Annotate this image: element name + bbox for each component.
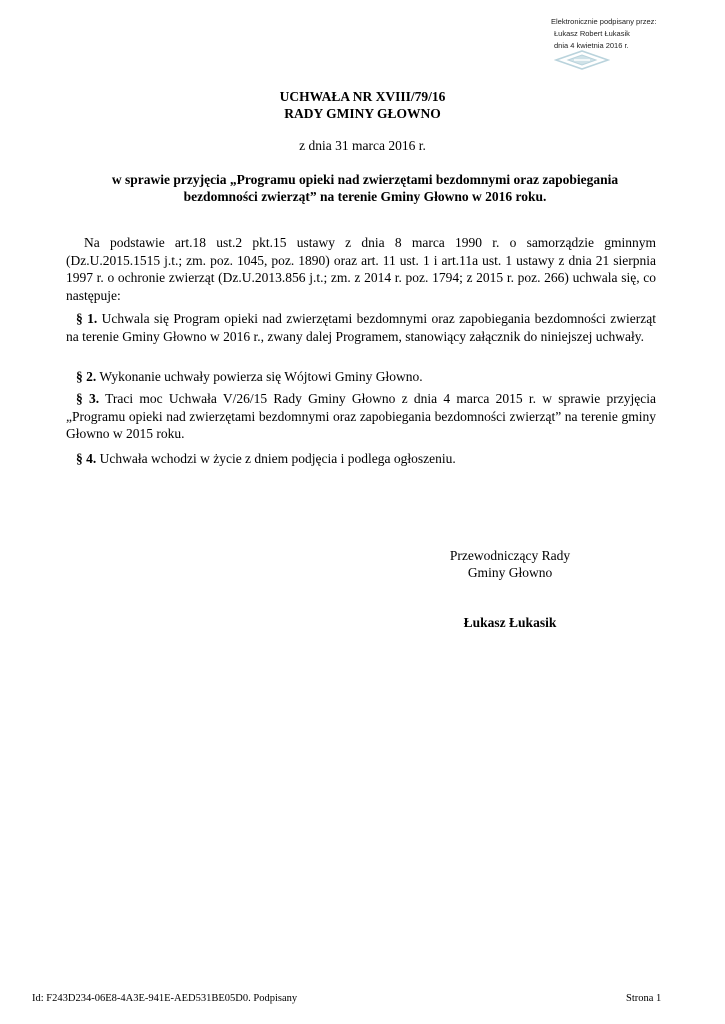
- paragraph-text: Traci moc Uchwała V/26/15 Rady Gminy Głowno z dnia 4 marca 2015 r. w sprawie przyjęcia „Programu opieki nad zwierzętami bezdomnymi oraz zapobiegania bezdomności zwierząt” na terenie gminy Głowno w 2015 roku.: [66, 391, 656, 441]
- paragraph-3: [66, 390, 656, 443]
- paragraph-4: [66, 450, 656, 468]
- chair-role: [405, 547, 615, 581]
- resolution-date: z dnia 31 marca 2016 r.: [299, 138, 426, 153]
- chair-role-line1: Przewodniczący Rady: [449, 548, 571, 563]
- paragraph-1: [66, 310, 656, 345]
- paragraph-text: Wykonanie uchwały powierza się Wójtowi Gminy Głowno.: [99, 369, 423, 384]
- chair-role-line2: Gminy Głowno: [467, 565, 553, 580]
- document-id: Id: F243D234-06E8-4A3E-941E-AED531BE05D0. Podpisany: [32, 993, 298, 1004]
- paragraph-mark: § 4.: [76, 451, 97, 466]
- electronic-signature-block: [549, 16, 689, 76]
- paragraph-mark: § 2.: [76, 369, 97, 384]
- signer-name: Łukasz Robert Łukasik: [554, 29, 630, 38]
- signature-label: Elektronicznie podpisany przez:: [551, 17, 657, 26]
- paragraph-text: Uchwala się Program opieki nad zwierzętami bezdomnymi oraz zapobiegania bezdomności zwierząt na terenie Gminy Głowno w 2016 r., zwany dalej Programem, stanowiący załącznik do niniejszej uchwały.: [66, 311, 657, 344]
- page-number: Strona 1: [626, 993, 662, 1004]
- paragraph-mark: § 1.: [76, 311, 98, 326]
- signature-date: dnia 4 kwietnia 2016 r.: [554, 41, 629, 50]
- legal-basis-paragraph: Na podstawie art.18 ust.2 pkt.15 ustawy z dnia 8 marca 1990 r. o samorządzie gminnym (Dz.U.2015.1515 j.t.; zm. poz. 1045, poz. 1890) oraz art. 11 ust. 1 i art.11a ust. 1 ustawy z dnia 21 sierpnia 1997 r. o ochronie zwierząt (Dz.U.2013.856 j.t.; zm. z 2014 r. poz. 1794; z 2015 r. poz. 266) uchwala się, co następuje:: [66, 235, 656, 303]
- signature-stamp-icon: [554, 50, 610, 70]
- resolution-title: [0, 88, 725, 122]
- resolution-subject: w sprawie przyjęcia „Programu opieki nad zwierzętami bezdomnymi oraz zapobiegania bezdomności zwierząt” na terenie Gminy Głowno w 2016 roku.: [111, 172, 619, 204]
- chair-name: Łukasz Łukasik: [463, 615, 557, 630]
- paragraph-text: Uchwała wchodzi w życie z dniem podjęcia i podlega ogłoszeniu.: [99, 451, 456, 466]
- paragraph-mark: § 3.: [76, 391, 100, 406]
- resolution-number: UCHWAŁA NR XVIII/79/16: [279, 89, 446, 104]
- paragraph-2: [66, 368, 656, 386]
- council-name: RADY GMINY GŁOWNO: [284, 106, 441, 121]
